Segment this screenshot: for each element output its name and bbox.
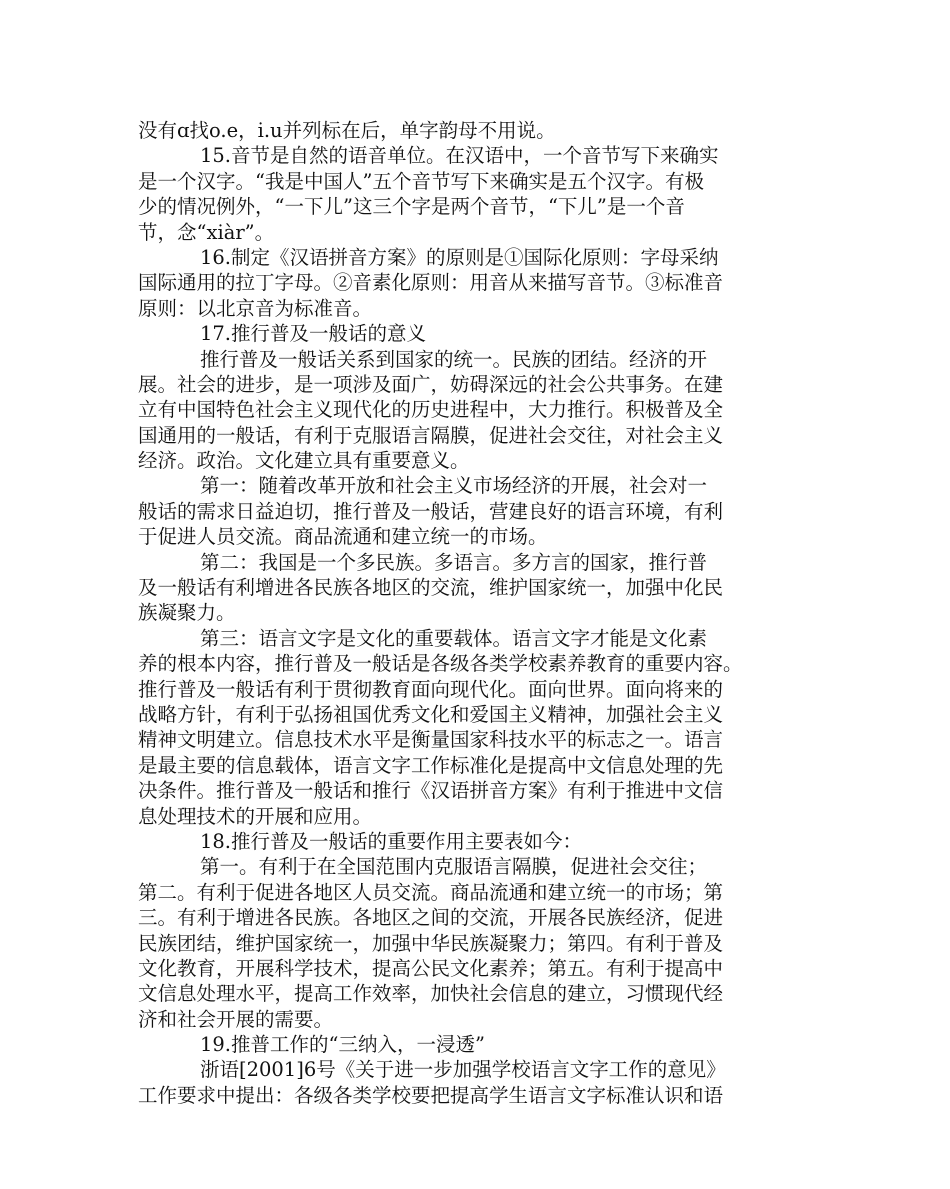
text-line: 没有ɑ找o.e，i.u并列标在后，单字韵母不用说。 xyxy=(138,119,556,142)
text-line: 族凝聚力。 xyxy=(138,601,236,625)
text-line: 17.推行普及一般话的意义 xyxy=(138,322,426,346)
text-line: 第三：语言文字是文化的重要载体。语言文字才能是文化素 xyxy=(138,626,707,650)
text-line: 及一般话有利增进各民族各地区的交流，维护国家统一，加强中化民 xyxy=(138,576,724,600)
text-line: 推行普及一般话关系到国家的统一。民族的团结。经济的开 xyxy=(138,347,707,371)
text-line: 第一。有利于在全国范围内克服语言隔膜，促进社会交往； xyxy=(138,855,707,879)
text-line: 19.推普工作的“三纳入，一浸透” xyxy=(138,1033,485,1057)
text-line: 是一个汉字。“我是中国人”五个音节写下来确实是五个汉字。有极 xyxy=(138,169,704,193)
text-line: 养的根本内容，推行普及一般话是各级各类学校素养教育的重要内容。 xyxy=(138,652,743,676)
text-line: 决条件。推行普及一般话和推行《汉语拼音方案》有利于推进中文信 xyxy=(138,779,724,803)
text-line: 济和社会开展的需要。 xyxy=(138,1007,334,1031)
text-line: 浙语[2001]6号《关于进一步加强学校语言文字工作的意见》 xyxy=(138,1058,726,1082)
text-line: 16.制定《汉语拼音方案》的原则是①国际化原则：字母采纳 xyxy=(138,245,719,269)
text-line: 国通用的一般话，有利于克服语言隔膜，促进社会交往，对社会主义 xyxy=(138,423,724,447)
text-line: 第二。有利于促进各地区人员交流。商品流通和建立统一的市场；第 xyxy=(138,880,724,904)
text-line: 展。社会的进步，是一项涉及面广，妨碍深远的社会公共事务。在建 xyxy=(138,372,724,396)
text-line: 战略方针，有利于弘扬祖国优秀文化和爱国主义精神，加强社会主义 xyxy=(138,702,724,726)
text-line: 第二：我国是一个多民族。多语言。多方言的国家，推行普 xyxy=(138,550,707,574)
document-body xyxy=(138,118,828,1108)
text-line: 第一：随着改革开放和社会主义市场经济的开展，社会对一 xyxy=(138,474,707,498)
text-line: 于促进人员交流。商品流通和建立统一的市场。 xyxy=(138,525,548,549)
text-line: 三。有利于增进各民族。各地区之间的交流，开展各民族经济，促进 xyxy=(138,906,724,930)
text-line: 15.音节是自然的语音单位。在汉语中，一个音节写下来确实 xyxy=(138,144,719,168)
text-line: 精神文明建立。信息技术水平是衡量国家科技水平的标志之一。语言 xyxy=(138,728,724,752)
text-line: 息处理技术的开展和应用。 xyxy=(138,804,373,828)
text-line: 文化教育，开展科学技术，提高公民文化素养；第五。有利于提高中 xyxy=(138,956,724,980)
text-line: 推行普及一般话有利于贯彻教育面向现代化。面向世界。面向将来的 xyxy=(138,677,724,701)
text-line: 原则：以北京音为标准音。 xyxy=(138,296,373,320)
text-line: 18.推行普及一般话的重要作用主要表如今： xyxy=(138,829,582,853)
text-line: 经济。政治。文化建立具有重要意义。 xyxy=(138,449,470,473)
text-line: 国际通用的拉丁字母。②音素化原则：用音从来描写音节。③标准音 xyxy=(138,271,724,295)
text-line: 工作要求中提出：各级各类学校要把提高学生语言文字标准认识和语 xyxy=(138,1083,724,1107)
text-line: 少的情况例外，“一下儿”这三个字是两个音节，“下儿”是一个音 xyxy=(138,195,685,219)
text-line: 般话的需求日益迫切，推行普及一般话，营建良好的语言环境，有利 xyxy=(138,499,724,523)
text-line: 文信息处理水平，提高工作效率，加快社会信息的建立，习惯现代经 xyxy=(138,982,724,1006)
text-line: 是最主要的信息载体，语言文字工作标准化是提高中文信息处理的先 xyxy=(138,753,724,777)
text-line: 立有中国特色社会主义现代化的历史进程中，大力推行。积极普及全 xyxy=(138,398,724,422)
text-line: 民族团结，维护国家统一，加强中华民族凝聚力；第四。有利于普及 xyxy=(138,931,724,955)
text-line: 节，念“xiàr”。 xyxy=(138,220,275,244)
